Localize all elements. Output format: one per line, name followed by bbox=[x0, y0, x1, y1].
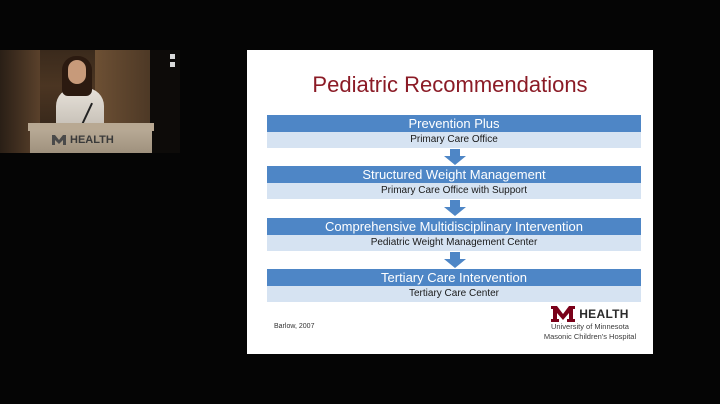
podium-logo bbox=[52, 134, 114, 146]
brand-line-2: Masonic Children's Hospital bbox=[543, 332, 637, 341]
university-m-logo-icon bbox=[551, 306, 575, 322]
speaker-video bbox=[0, 50, 180, 153]
step-label: Comprehensive Multidisciplinary Intervention bbox=[267, 218, 641, 235]
camera-indicator-icon bbox=[170, 54, 175, 59]
step-label: Structured Weight Management bbox=[267, 166, 641, 183]
down-arrow-icon bbox=[444, 252, 466, 268]
slide-citation: Barlow, 2007 bbox=[274, 323, 315, 330]
step-sublabel: Primary Care Office with Support bbox=[267, 183, 641, 199]
step-tertiary-care-intervention bbox=[267, 269, 641, 302]
podium-label: HEALTH bbox=[70, 134, 114, 146]
brand-line-1: University of Minnesota bbox=[551, 322, 629, 331]
step-sublabel: Primary Care Office bbox=[267, 132, 641, 148]
brand-logo-top bbox=[535, 306, 645, 322]
step-label: Tertiary Care Intervention bbox=[267, 269, 641, 286]
university-m-logo-icon bbox=[52, 135, 66, 145]
step-label: Prevention Plus bbox=[267, 115, 641, 132]
down-arrow-icon bbox=[444, 200, 466, 216]
step-comprehensive-intervention bbox=[267, 218, 641, 251]
video-dark-area bbox=[150, 50, 180, 153]
camera-indicator-icon bbox=[170, 62, 175, 67]
brand-name: HEALTH bbox=[579, 307, 629, 321]
speaker-face bbox=[68, 60, 86, 84]
step-structured-weight-management bbox=[267, 166, 641, 199]
step-sublabel: Pediatric Weight Management Center bbox=[267, 235, 641, 251]
slide-title: Pediatric Recommendations bbox=[312, 72, 588, 97]
step-prevention-plus bbox=[267, 115, 641, 148]
step-sublabel: Tertiary Care Center bbox=[267, 286, 641, 302]
down-arrow-icon bbox=[444, 149, 466, 165]
brand-logo bbox=[535, 306, 645, 342]
presentation-slide bbox=[247, 50, 653, 354]
